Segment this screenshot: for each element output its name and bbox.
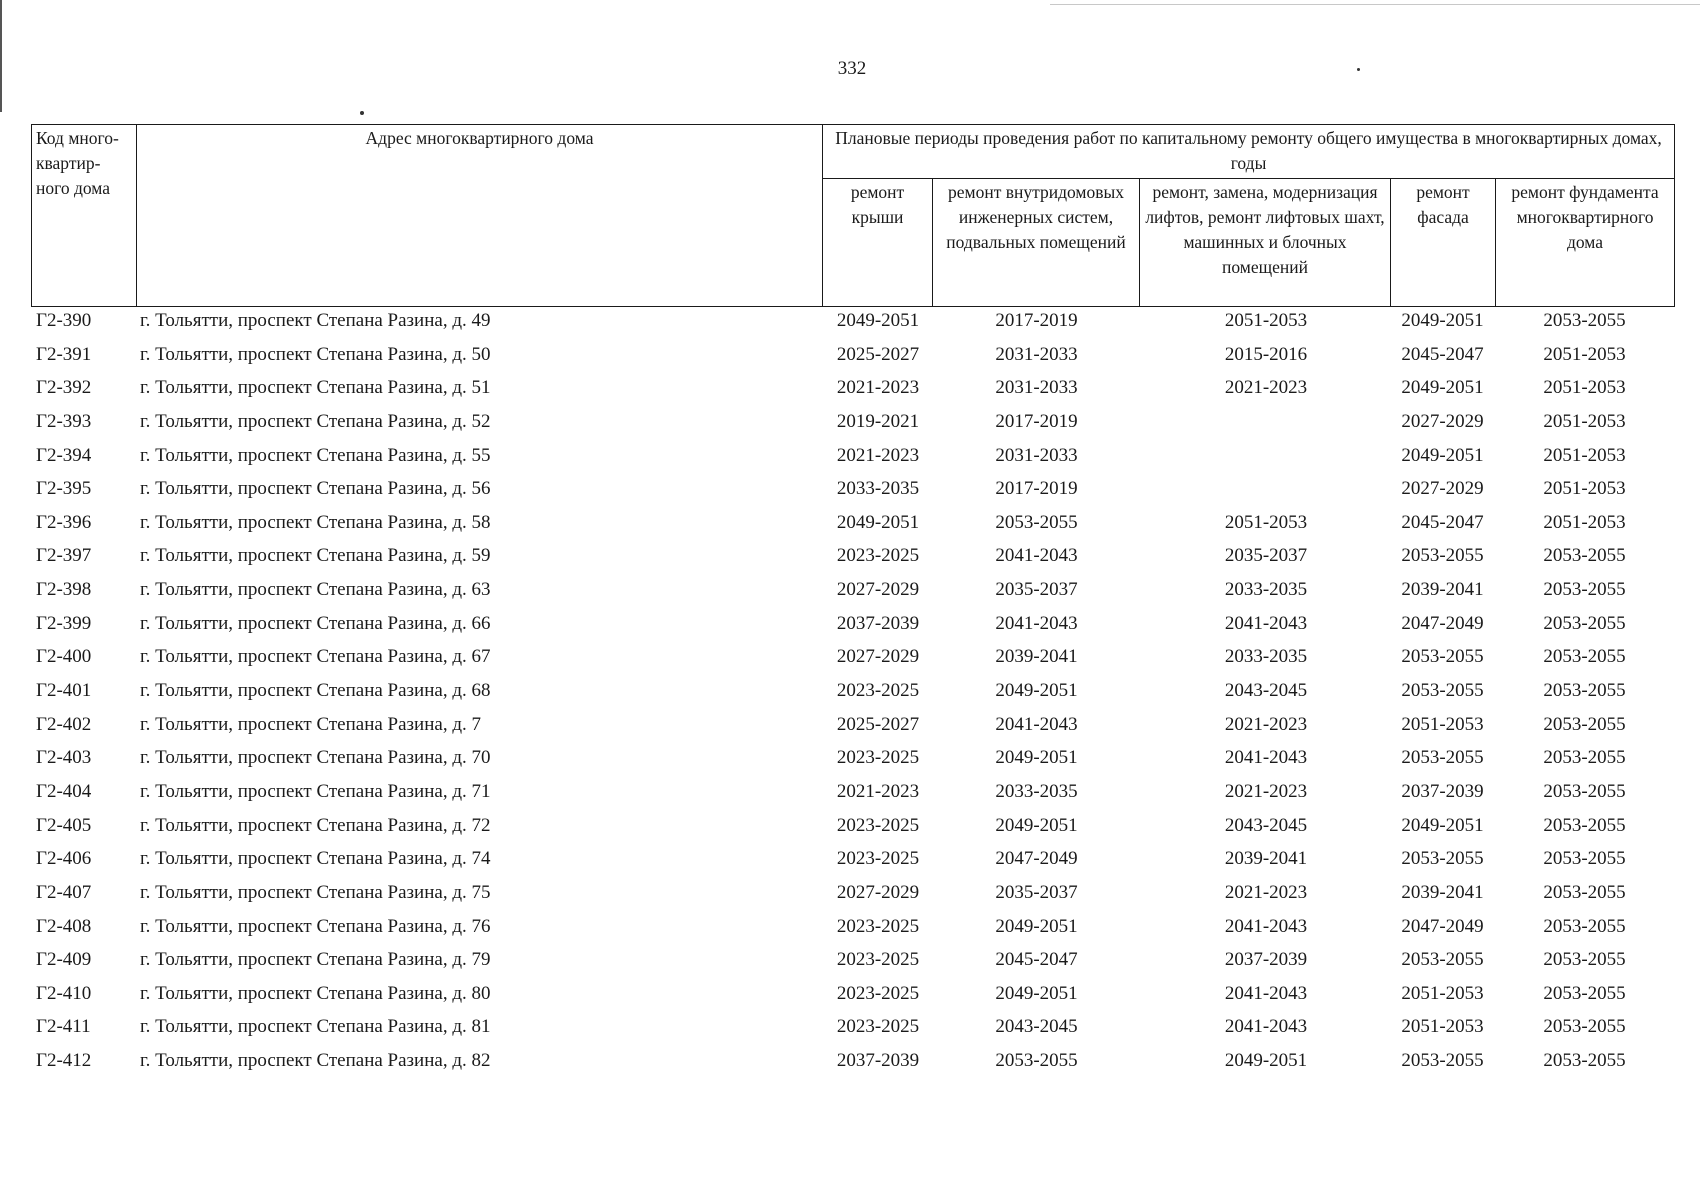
cell-roof: 2023-2025 — [836, 1016, 920, 1038]
cell-roof: 2023-2025 — [836, 949, 920, 971]
cell-facade: 2053-2055 — [1401, 848, 1484, 870]
cell-code: Г2-409 — [36, 949, 92, 971]
scan-edge — [0, 0, 2, 112]
cell-address: г. Тольятти, проспект Степана Разина, д. 67 — [140, 646, 491, 668]
table-row — [31, 410, 1674, 444]
cell-foundation: 2053-2055 — [1543, 646, 1626, 668]
cell-engineering: 2031-2033 — [995, 444, 1078, 466]
cell-code: Г2-400 — [36, 646, 92, 668]
cell-code: Г2-412 — [36, 1050, 92, 1072]
cell-roof: 2023-2025 — [836, 545, 920, 567]
table-row — [31, 444, 1674, 478]
cell-foundation: 2051-2053 — [1543, 410, 1626, 432]
cell-facade: 2049-2051 — [1401, 444, 1484, 466]
table-row — [31, 544, 1674, 578]
cell-facade: 2051-2053 — [1401, 713, 1484, 735]
table-row — [31, 814, 1674, 848]
cell-code: Г2-399 — [36, 612, 92, 634]
cell-foundation: 2053-2055 — [1543, 310, 1626, 331]
cell-address: г. Тольятти, проспект Степана Разина, д. 63 — [140, 579, 491, 601]
table-row — [31, 1049, 1674, 1083]
cell-engineering: 2053-2055 — [995, 1050, 1078, 1072]
cell-code: Г2-393 — [36, 410, 92, 432]
cell-roof: 2023-2025 — [836, 747, 920, 769]
cell-engineering: 2017-2019 — [995, 478, 1078, 500]
cell-code: Г2-394 — [36, 444, 92, 466]
cell-foundation: 2053-2055 — [1543, 881, 1626, 903]
table-row — [31, 780, 1674, 814]
cell-roof: 2023-2025 — [836, 982, 920, 1004]
cell-facade: 2053-2055 — [1401, 747, 1484, 769]
cell-roof: 2023-2025 — [836, 848, 920, 870]
cell-roof: 2023-2025 — [836, 680, 920, 702]
header-foundation: ремонт фундамента многоквартирного дома — [1496, 179, 1675, 307]
cell-lifts: 2041-2043 — [1224, 982, 1308, 1004]
cell-engineering: 2049-2051 — [995, 747, 1078, 769]
table-row — [31, 881, 1674, 915]
cell-facade: 2053-2055 — [1401, 680, 1484, 702]
cell-foundation: 2053-2055 — [1543, 915, 1626, 937]
cell-roof: 2027-2029 — [836, 881, 920, 903]
table-row — [31, 612, 1674, 646]
scan-edge-top — [1050, 4, 1700, 5]
cell-address: г. Тольятти, проспект Степана Разина, д. 76 — [140, 915, 491, 937]
table-row — [31, 915, 1674, 949]
cell-roof: 2037-2039 — [836, 1050, 920, 1072]
cell-code: Г2-392 — [36, 377, 92, 399]
cell-foundation: 2051-2053 — [1543, 377, 1626, 399]
cell-code: Г2-410 — [36, 982, 92, 1004]
header-lifts: ремонт, замена, модернизация лифтов, ремонт лифтовых шахт, машинных и блочных помещений — [1140, 179, 1391, 307]
cell-address: г. Тольятти, проспект Степана Разина, д. 58 — [140, 511, 491, 533]
cell-foundation: 2053-2055 — [1543, 1050, 1626, 1072]
header-code: Код много-квартир-ного дома — [32, 125, 137, 307]
cell-foundation: 2051-2053 — [1543, 343, 1626, 365]
cell-facade: 2049-2051 — [1401, 814, 1484, 836]
cell-address: г. Тольятти, проспект Степана Разина, д. 68 — [140, 680, 491, 702]
cell-lifts: 2035-2037 — [1224, 545, 1308, 567]
cell-code: Г2-401 — [36, 680, 92, 702]
cell-lifts: 2041-2043 — [1224, 1016, 1308, 1038]
cell-foundation: 2053-2055 — [1543, 814, 1626, 836]
cell-roof: 2019-2021 — [836, 410, 920, 432]
cell-engineering: 2017-2019 — [995, 310, 1078, 331]
table-row — [31, 578, 1674, 612]
cell-facade: 2053-2055 — [1401, 545, 1484, 567]
cell-code: Г2-408 — [36, 915, 92, 937]
cell-lifts: 2037-2039 — [1224, 949, 1308, 971]
cell-facade: 2045-2047 — [1401, 343, 1484, 365]
cell-roof: 2049-2051 — [836, 511, 920, 533]
cell-roof: 2021-2023 — [836, 377, 920, 399]
cell-lifts: 2051-2053 — [1224, 511, 1308, 533]
cell-foundation: 2053-2055 — [1543, 1016, 1626, 1038]
cell-roof: 2025-2027 — [836, 343, 920, 365]
table-row — [31, 713, 1674, 747]
cell-address: г. Тольятти, проспект Степана Разина, д. 80 — [140, 982, 491, 1004]
cell-foundation: 2051-2053 — [1543, 511, 1626, 533]
table-row — [31, 982, 1674, 1016]
cell-foundation: 2051-2053 — [1543, 444, 1626, 466]
header-engineering: ремонт внутридомовых инженерных систем, подвальных помещений — [933, 179, 1140, 307]
cell-engineering: 2041-2043 — [995, 713, 1078, 735]
cell-roof: 2033-2035 — [836, 478, 920, 500]
cell-roof: 2037-2039 — [836, 612, 920, 634]
cell-lifts: 2021-2023 — [1224, 377, 1308, 399]
cell-code: Г2-391 — [36, 343, 92, 365]
table-row — [31, 343, 1674, 377]
cell-lifts: 2033-2035 — [1224, 579, 1308, 601]
cell-address: г. Тольятти, проспект Степана Разина, д. 70 — [140, 747, 491, 769]
cell-lifts: 2015-2016 — [1224, 343, 1308, 365]
cell-engineering: 2041-2043 — [995, 612, 1078, 634]
cell-facade: 2051-2053 — [1401, 982, 1484, 1004]
cell-foundation: 2053-2055 — [1543, 612, 1626, 634]
cell-address: г. Тольятти, проспект Степана Разина, д. 56 — [140, 478, 491, 500]
cell-facade: 2037-2039 — [1401, 780, 1484, 802]
table-row — [31, 309, 1674, 343]
cell-code: Г2-396 — [36, 511, 92, 533]
cell-facade: 2027-2029 — [1401, 478, 1484, 500]
cell-engineering: 2049-2051 — [995, 680, 1078, 702]
cell-lifts: 2043-2045 — [1224, 680, 1308, 702]
cell-engineering: 2033-2035 — [995, 780, 1078, 802]
page-number: 332 — [837, 58, 867, 79]
cell-engineering: 2045-2047 — [995, 949, 1078, 971]
table-row — [31, 645, 1674, 679]
cell-roof: 2049-2051 — [836, 310, 920, 331]
cell-address: г. Тольятти, проспект Степана Разина, д. 74 — [140, 848, 491, 870]
cell-engineering: 2049-2051 — [995, 915, 1078, 937]
scan-speck — [360, 111, 364, 115]
cell-lifts: 2021-2023 — [1224, 780, 1308, 802]
cell-engineering: 2031-2033 — [995, 343, 1078, 365]
cell-facade: 2053-2055 — [1401, 949, 1484, 971]
cell-code: Г2-411 — [36, 1016, 91, 1038]
cell-engineering: 2017-2019 — [995, 410, 1078, 432]
cell-engineering: 2035-2037 — [995, 579, 1078, 601]
table-row — [31, 376, 1674, 410]
cell-foundation: 2053-2055 — [1543, 713, 1626, 735]
cell-address: г. Тольятти, проспект Степана Разина, д. 81 — [140, 1016, 491, 1038]
cell-lifts: 2041-2043 — [1224, 915, 1308, 937]
table-row — [31, 746, 1674, 780]
cell-engineering: 2047-2049 — [995, 848, 1078, 870]
cell-code: Г2-395 — [36, 478, 92, 500]
cell-code: Г2-405 — [36, 814, 92, 836]
cell-facade: 2049-2051 — [1401, 310, 1484, 331]
cell-roof: 2021-2023 — [836, 444, 920, 466]
cell-facade: 2039-2041 — [1401, 579, 1484, 601]
cell-engineering: 2039-2041 — [995, 646, 1078, 668]
header-address: Адрес многоквартирного дома — [137, 125, 823, 307]
cell-address: г. Тольятти, проспект Степана Разина, д. 7 — [140, 713, 481, 735]
cell-foundation: 2053-2055 — [1543, 780, 1626, 802]
cell-address: г. Тольятти, проспект Степана Разина, д. 82 — [140, 1050, 491, 1072]
cell-facade: 2045-2047 — [1401, 511, 1484, 533]
cell-lifts: 2049-2051 — [1224, 1050, 1308, 1072]
cell-foundation: 2053-2055 — [1543, 848, 1626, 870]
cell-engineering: 2041-2043 — [995, 545, 1078, 567]
cell-roof: 2025-2027 — [836, 713, 920, 735]
cell-foundation: 2053-2055 — [1543, 747, 1626, 769]
cell-engineering: 2035-2037 — [995, 881, 1078, 903]
cell-engineering: 2049-2051 — [995, 814, 1078, 836]
cell-roof: 2021-2023 — [836, 780, 920, 802]
cell-code: Г2-397 — [36, 545, 92, 567]
cell-engineering: 2031-2033 — [995, 377, 1078, 399]
cell-facade: 2053-2055 — [1401, 1050, 1484, 1072]
cell-address: г. Тольятти, проспект Степана Разина, д. 79 — [140, 949, 491, 971]
cell-address: г. Тольятти, проспект Степана Разина, д. 55 — [140, 444, 491, 466]
cell-foundation: 2053-2055 — [1543, 680, 1626, 702]
cell-roof: 2023-2025 — [836, 915, 920, 937]
table-row — [31, 948, 1674, 982]
cell-facade: 2047-2049 — [1401, 612, 1484, 634]
cell-address: г. Тольятти, проспект Степана Разина, д. 72 — [140, 814, 491, 836]
cell-engineering: 2043-2045 — [995, 1016, 1078, 1038]
header-roof: ремонт крыши — [823, 179, 933, 307]
cell-roof: 2027-2029 — [836, 579, 920, 601]
cell-code: Г2-390 — [36, 310, 92, 331]
cell-address: г. Тольятти, проспект Степана Разина, д. 71 — [140, 780, 491, 802]
cell-foundation: 2051-2053 — [1543, 478, 1626, 500]
table-row — [31, 679, 1674, 713]
cell-facade: 2051-2053 — [1401, 1016, 1484, 1038]
cell-lifts: 2043-2045 — [1224, 814, 1308, 836]
cell-address: г. Тольятти, проспект Степана Разина, д. 66 — [140, 612, 491, 634]
cell-address: г. Тольятти, проспект Степана Разина, д. 59 — [140, 545, 491, 567]
cell-code: Г2-402 — [36, 713, 92, 735]
table-row — [31, 847, 1674, 881]
table-body — [31, 309, 1674, 1083]
table-row — [31, 477, 1674, 511]
cell-address: г. Тольятти, проспект Степана Разина, д. 52 — [140, 410, 491, 432]
cell-facade: 2049-2051 — [1401, 377, 1484, 399]
header-group: Плановые периоды проведения работ по капитальному ремонту общего имущества в многоквартирных домах, годы — [823, 125, 1675, 179]
cell-address: г. Тольятти, проспект Степана Разина, д. 49 — [140, 310, 491, 331]
cell-address: г. Тольятти, проспект Степана Разина, д. 50 — [140, 343, 491, 365]
cell-facade: 2053-2055 — [1401, 646, 1484, 668]
cell-lifts: 2021-2023 — [1224, 713, 1308, 735]
cell-foundation: 2053-2055 — [1543, 579, 1626, 601]
cell-lifts: 2051-2053 — [1224, 310, 1308, 331]
cell-lifts: 2021-2023 — [1224, 881, 1308, 903]
cell-code: Г2-403 — [36, 747, 92, 769]
cell-engineering: 2049-2051 — [995, 982, 1078, 1004]
cell-lifts: 2039-2041 — [1224, 848, 1308, 870]
cell-foundation: 2053-2055 — [1543, 949, 1626, 971]
cell-facade: 2027-2029 — [1401, 410, 1484, 432]
cell-roof: 2027-2029 — [836, 646, 920, 668]
cell-foundation: 2053-2055 — [1543, 982, 1626, 1004]
cell-lifts: 2041-2043 — [1224, 747, 1308, 769]
cell-facade: 2039-2041 — [1401, 881, 1484, 903]
cell-lifts: 2033-2035 — [1224, 646, 1308, 668]
table-row — [31, 511, 1674, 545]
cell-code: Г2-398 — [36, 579, 92, 601]
cell-facade: 2047-2049 — [1401, 915, 1484, 937]
cell-code: Г2-407 — [36, 881, 92, 903]
cell-code: Г2-406 — [36, 848, 92, 870]
cell-code: Г2-404 — [36, 780, 92, 802]
table-row — [31, 1015, 1674, 1049]
header-facade: ремонт фасада — [1391, 179, 1496, 307]
table-header — [31, 124, 1675, 307]
cell-roof: 2023-2025 — [836, 814, 920, 836]
cell-foundation: 2053-2055 — [1543, 545, 1626, 567]
cell-engineering: 2053-2055 — [995, 511, 1078, 533]
cell-address: г. Тольятти, проспект Степана Разина, д. 75 — [140, 881, 491, 903]
cell-lifts: 2041-2043 — [1224, 612, 1308, 634]
cell-address: г. Тольятти, проспект Степана Разина, д. 51 — [140, 377, 491, 399]
